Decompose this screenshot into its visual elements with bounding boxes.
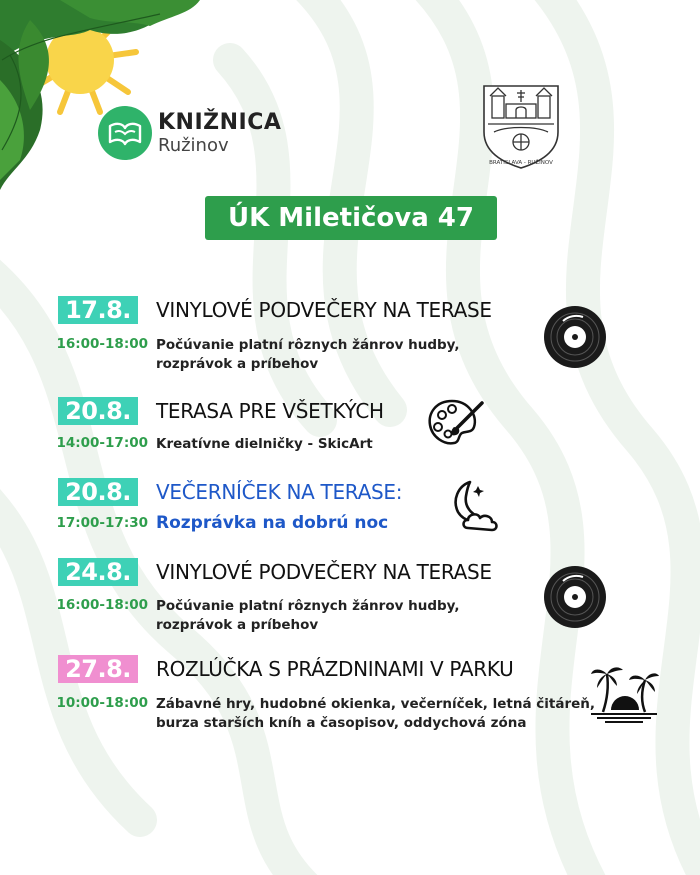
paint-palette-icon (426, 397, 488, 449)
event-date-badge: 20.8. (58, 478, 138, 506)
event-description (156, 336, 576, 374)
event-time: 10:00-18:00 (56, 695, 148, 711)
event-time: 17:00-17:30 (56, 515, 148, 531)
event-description (156, 695, 596, 733)
event-description-line: Zábavné hry, hudobné okienka, večerníček, letná čitáreň, (156, 696, 596, 712)
moon-cloud-icon (446, 478, 506, 536)
library-logo (98, 106, 281, 160)
vinyl-record-icon (543, 305, 607, 369)
event-description (156, 597, 576, 635)
venue-banner: ÚK Miletičova 47 (205, 196, 497, 240)
event-description-line: Počúvanie platní rôznych žánrov hudby, (156, 337, 460, 353)
event-description (156, 435, 576, 454)
bratislava-ruzinov-crest-icon (476, 82, 566, 172)
book-logo-icon (98, 106, 152, 160)
palm-island-sunset-icon (589, 660, 659, 724)
event-time: 14:00-17:00 (56, 435, 148, 451)
event-title: VEČERNÍČEK NA TERASE: (156, 480, 403, 504)
event-description-line: Počúvanie platní rôznych žánrov hudby, (156, 598, 460, 614)
event-description-line: burza starších kníh a časopisov, oddychová zóna (156, 715, 527, 731)
event-title: VINYLOVÉ PODVEČERY NA TERASE (156, 560, 492, 584)
crest-caption: BRATISLAVA - RUŽINOV (489, 160, 553, 166)
event-date-badge: 17.8. (58, 296, 138, 324)
event-date-badge: 24.8. (58, 558, 138, 586)
logo-name: KNIŽNICA (158, 109, 282, 135)
event-time: 16:00-18:00 (56, 597, 148, 613)
event-description-line: rozprávok a príbehov (156, 617, 319, 633)
palm-sun-decoration (0, 0, 210, 200)
event-title: VINYLOVÉ PODVEČERY NA TERASE (156, 298, 492, 322)
event-time: 16:00-18:00 (56, 336, 148, 352)
event-description-line: Rozprávka na dobrú noc (156, 513, 389, 533)
event-description (156, 511, 576, 535)
event-title: ROZLÚČKA S PRÁZDNINAMI V PARKU (156, 657, 514, 681)
event-date-badge: 27.8. (58, 655, 138, 683)
event-description-line: rozprávok a príbehov (156, 356, 319, 372)
event-title: TERASA PRE VŠETKÝCH (156, 399, 384, 423)
event-date-badge: 20.8. (58, 397, 138, 425)
vinyl-record-icon (543, 565, 607, 629)
event-description-line: Kreatívne dielničky - SkicArt (156, 436, 373, 452)
logo-subtitle: Ružinov (158, 134, 229, 156)
